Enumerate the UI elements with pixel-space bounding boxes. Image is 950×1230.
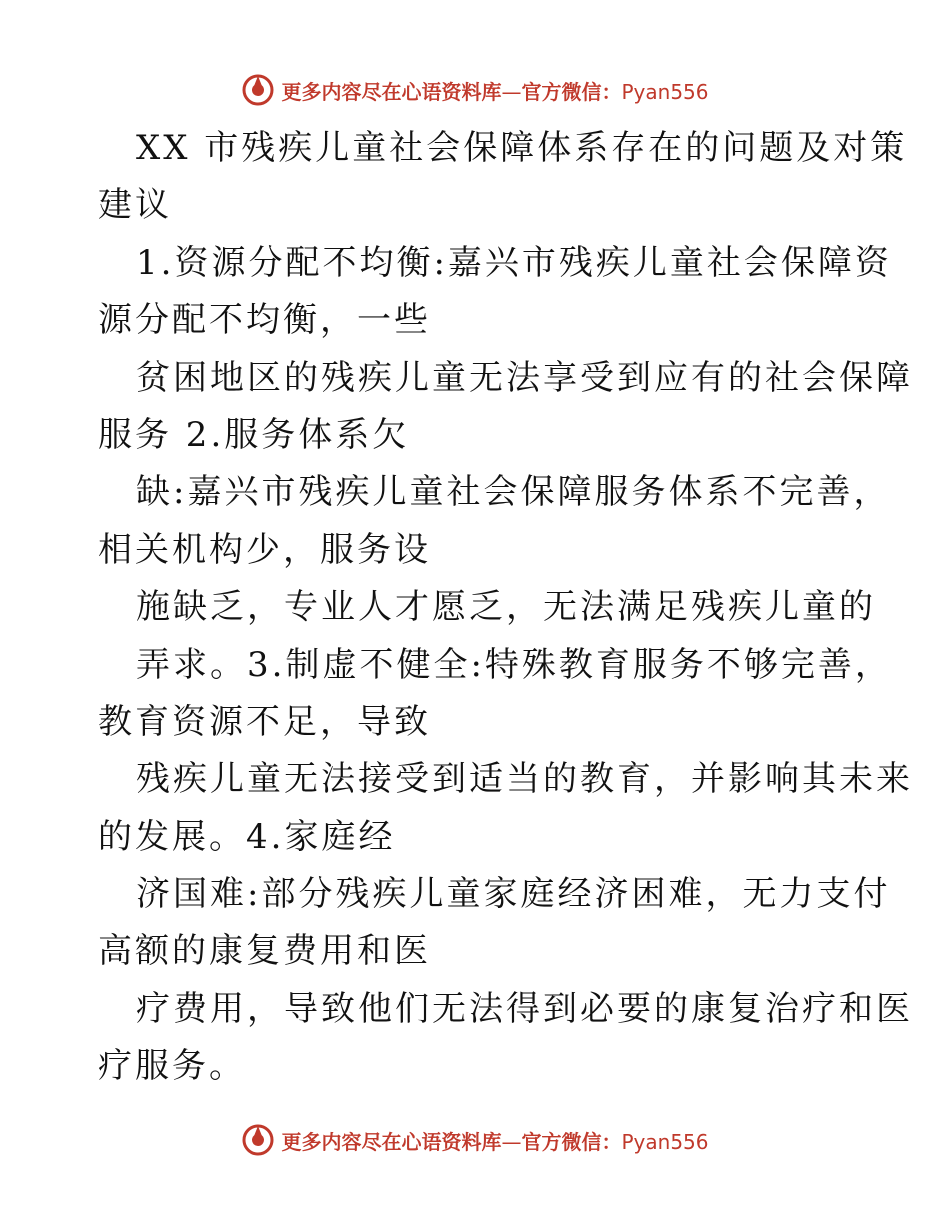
paragraph-line: 高额的康复费用和医: [98, 931, 431, 972]
paragraph-line: 1.资源分配不均衡:嘉兴市残疾儿童社会保障资: [136, 242, 892, 283]
doc-title-line-1: XX 市残疾儿童社会保障体系存在的问题及对策: [136, 128, 908, 168]
header-banner: [0, 70, 950, 110]
paragraph-line: 施缺乏，专业人才愿乏，无法满足残疾儿童的: [136, 587, 876, 628]
paragraph-line: 残疾儿童无法接受到适当的教育，并影响其未来: [136, 759, 913, 800]
pen-logo-icon: [241, 1123, 275, 1157]
paragraph-line: 源分配不均衡，一些: [98, 300, 431, 341]
paragraph-line: 服务 2.服务体系欠: [98, 414, 410, 455]
paragraph-line: 贫困地区的残疾儿童无法享受到应有的社会保障: [136, 357, 913, 398]
doc-title-line-2: 建议: [98, 185, 172, 226]
paragraph-line: 疗费用，导致他们无法得到必要的康复治疗和医: [136, 988, 913, 1029]
paragraph-line: 弄求。3.制虚不健全:特殊教育服务不够完善，: [136, 644, 892, 685]
paragraph-line: 相关机构少，服务设: [98, 529, 431, 570]
paragraph-line: 教育资源不足，导致: [98, 701, 431, 742]
paragraph-line: 缺:嘉兴市残疾儿童社会保障服务体系不完善，: [136, 472, 891, 513]
paragraph-line: 疗服务。: [98, 1046, 246, 1087]
banner-text: 更多内容尽在心语资料库—官方微信：Pyan556: [281, 1129, 709, 1154]
paragraph-line: 的发展。4.家庭经: [98, 816, 396, 857]
document-body: [98, 120, 913, 1096]
pen-logo-icon: [241, 73, 275, 107]
paragraph-line: 济国难:部分残疾儿童家庭经济困难，无力支付: [136, 874, 891, 915]
footer-banner: [0, 1120, 950, 1160]
banner-text: 更多内容尽在心语资料库—官方微信：Pyan556: [281, 79, 709, 104]
